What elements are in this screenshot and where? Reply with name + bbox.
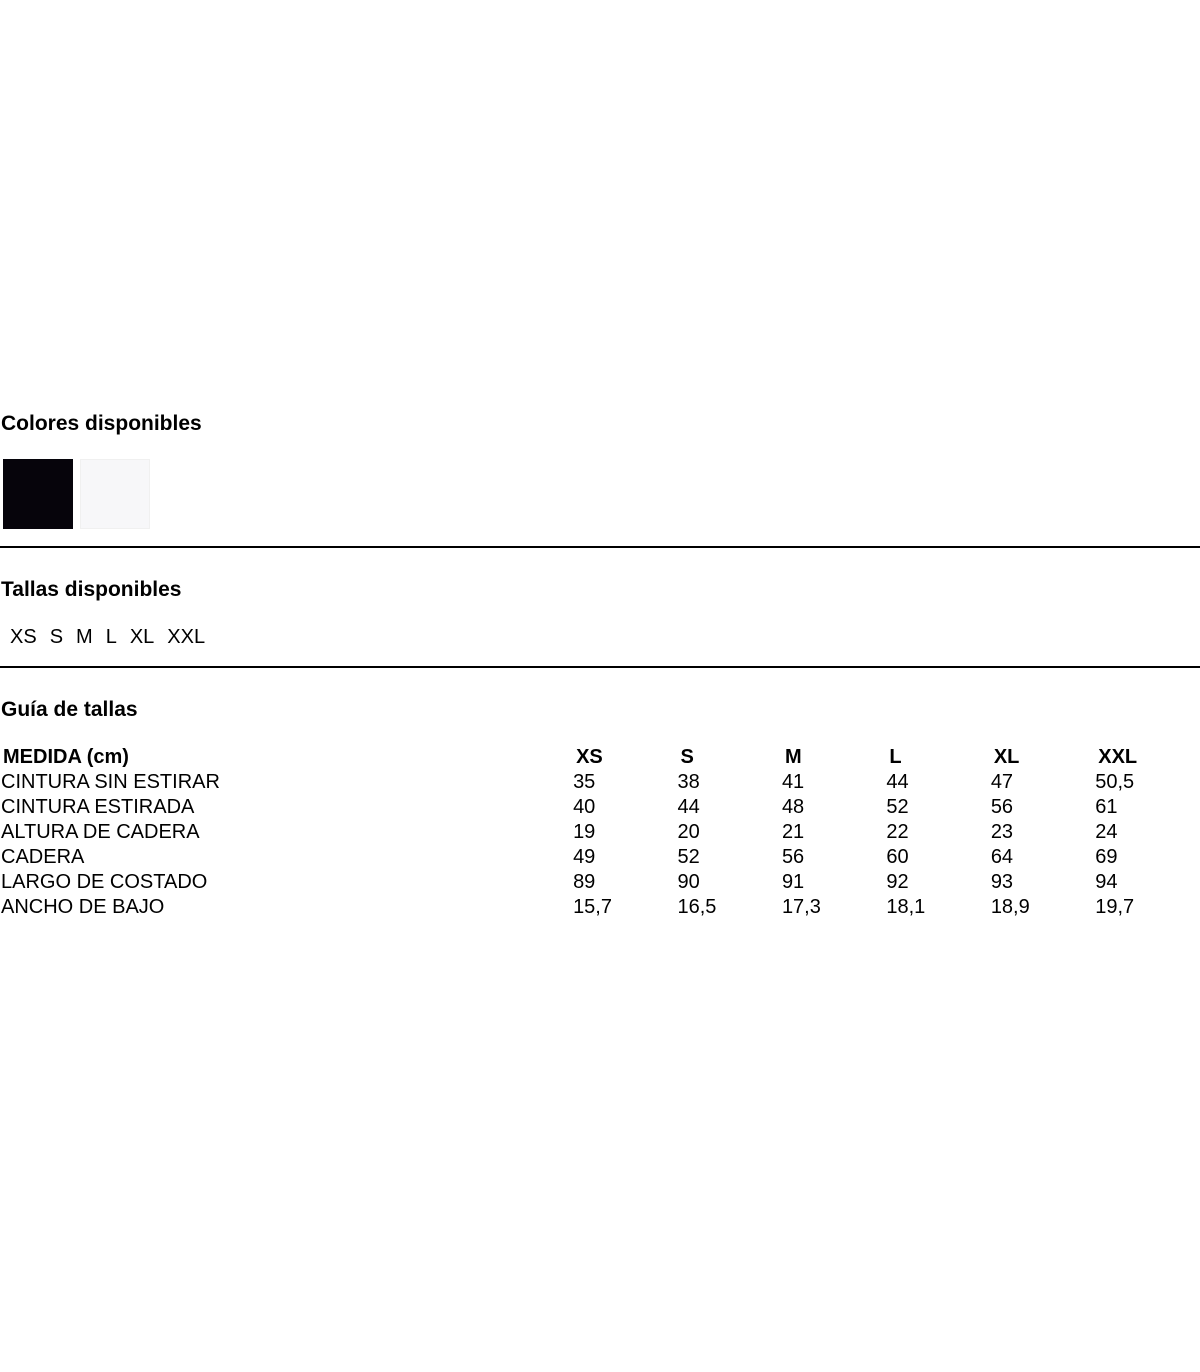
table-cell: 19 [573, 821, 596, 843]
table-cell: 38 [677, 771, 700, 793]
table-cell: 22 [886, 821, 909, 843]
table-cell: 52 [677, 846, 700, 868]
header-size-xl: XL [993, 746, 1020, 768]
measure-label: ALTURA DE CADERA [1, 821, 200, 843]
table-cell: 56 [990, 796, 1014, 818]
header-size-xs: XS [576, 746, 603, 768]
table-cell: 49 [573, 846, 596, 868]
table-cell: 21 [781, 821, 805, 843]
table-cell: 90 [677, 871, 700, 893]
table-cell: 61 [1095, 796, 1118, 818]
table-cell: 18,9 [990, 896, 1030, 918]
table-cell: 19,7 [1095, 896, 1135, 918]
size-guide-table [1, 745, 1200, 920]
header-size-s: S [680, 746, 694, 768]
measure-label: LARGO DE COSTADO [1, 871, 208, 893]
table-cell: 20 [677, 821, 700, 843]
table-cell: 47 [990, 771, 1014, 793]
table-row [1, 795, 1200, 820]
table-cell: 92 [886, 871, 909, 893]
table-row [1, 870, 1200, 895]
table-cell: 44 [677, 796, 700, 818]
color-swatch-white[interactable] [80, 459, 150, 529]
table-cell: 94 [1095, 871, 1118, 893]
table-cell: 91 [781, 871, 805, 893]
table-cell: 44 [886, 771, 909, 793]
table-cell: 48 [781, 796, 805, 818]
divider [0, 546, 1200, 548]
measure-label: ANCHO DE BAJO [1, 896, 165, 918]
header-size-m: M [784, 746, 802, 768]
measure-label: CADERA [1, 846, 85, 868]
sizes-title: Tallas disponibles [1, 578, 182, 601]
table-row [1, 770, 1200, 795]
table-cell: 18,1 [886, 896, 926, 918]
size-guide-title: Guía de tallas [1, 698, 138, 721]
table-cell: 60 [886, 846, 909, 868]
table-row [1, 845, 1200, 870]
table-cell: 52 [886, 796, 909, 818]
header-size-xxl: XXL [1098, 746, 1138, 768]
table-cell: 50,5 [1095, 771, 1135, 793]
size-option-xl[interactable]: XL [129, 626, 155, 648]
size-option-s[interactable]: S [49, 626, 64, 648]
header-size-l: L [889, 746, 902, 768]
header-measure: MEDIDA (cm) [3, 746, 129, 768]
table-cell: 56 [781, 846, 805, 868]
table-row [1, 895, 1200, 920]
size-option-m[interactable]: M [76, 626, 93, 648]
table-cell: 15,7 [573, 896, 612, 918]
size-option-xs[interactable]: XS [10, 626, 37, 648]
measure-label: CINTURA ESTIRADA [1, 796, 195, 818]
color-swatches [3, 459, 150, 529]
table-cell: 93 [990, 871, 1014, 893]
table-cell: 41 [781, 771, 805, 793]
table-cell: 69 [1095, 846, 1118, 868]
table-cell: 35 [573, 771, 596, 793]
table-cell: 40 [573, 796, 596, 818]
table-cell: 24 [1095, 821, 1118, 843]
colors-title: Colores disponibles [1, 412, 202, 435]
size-option-xxl[interactable]: XXL [167, 626, 206, 648]
size-list [10, 625, 205, 649]
table-cell: 16,5 [677, 896, 717, 918]
size-option-l[interactable]: L [105, 626, 117, 648]
table-cell: 23 [990, 821, 1014, 843]
table-cell: 89 [573, 871, 596, 893]
table-header-row [1, 745, 1200, 770]
table-cell: 17,3 [781, 896, 821, 918]
divider [0, 666, 1200, 668]
color-swatch-black[interactable] [3, 459, 73, 529]
table-cell: 64 [990, 846, 1014, 868]
table-row [1, 820, 1200, 845]
measure-label: CINTURA SIN ESTIRAR [1, 771, 220, 793]
